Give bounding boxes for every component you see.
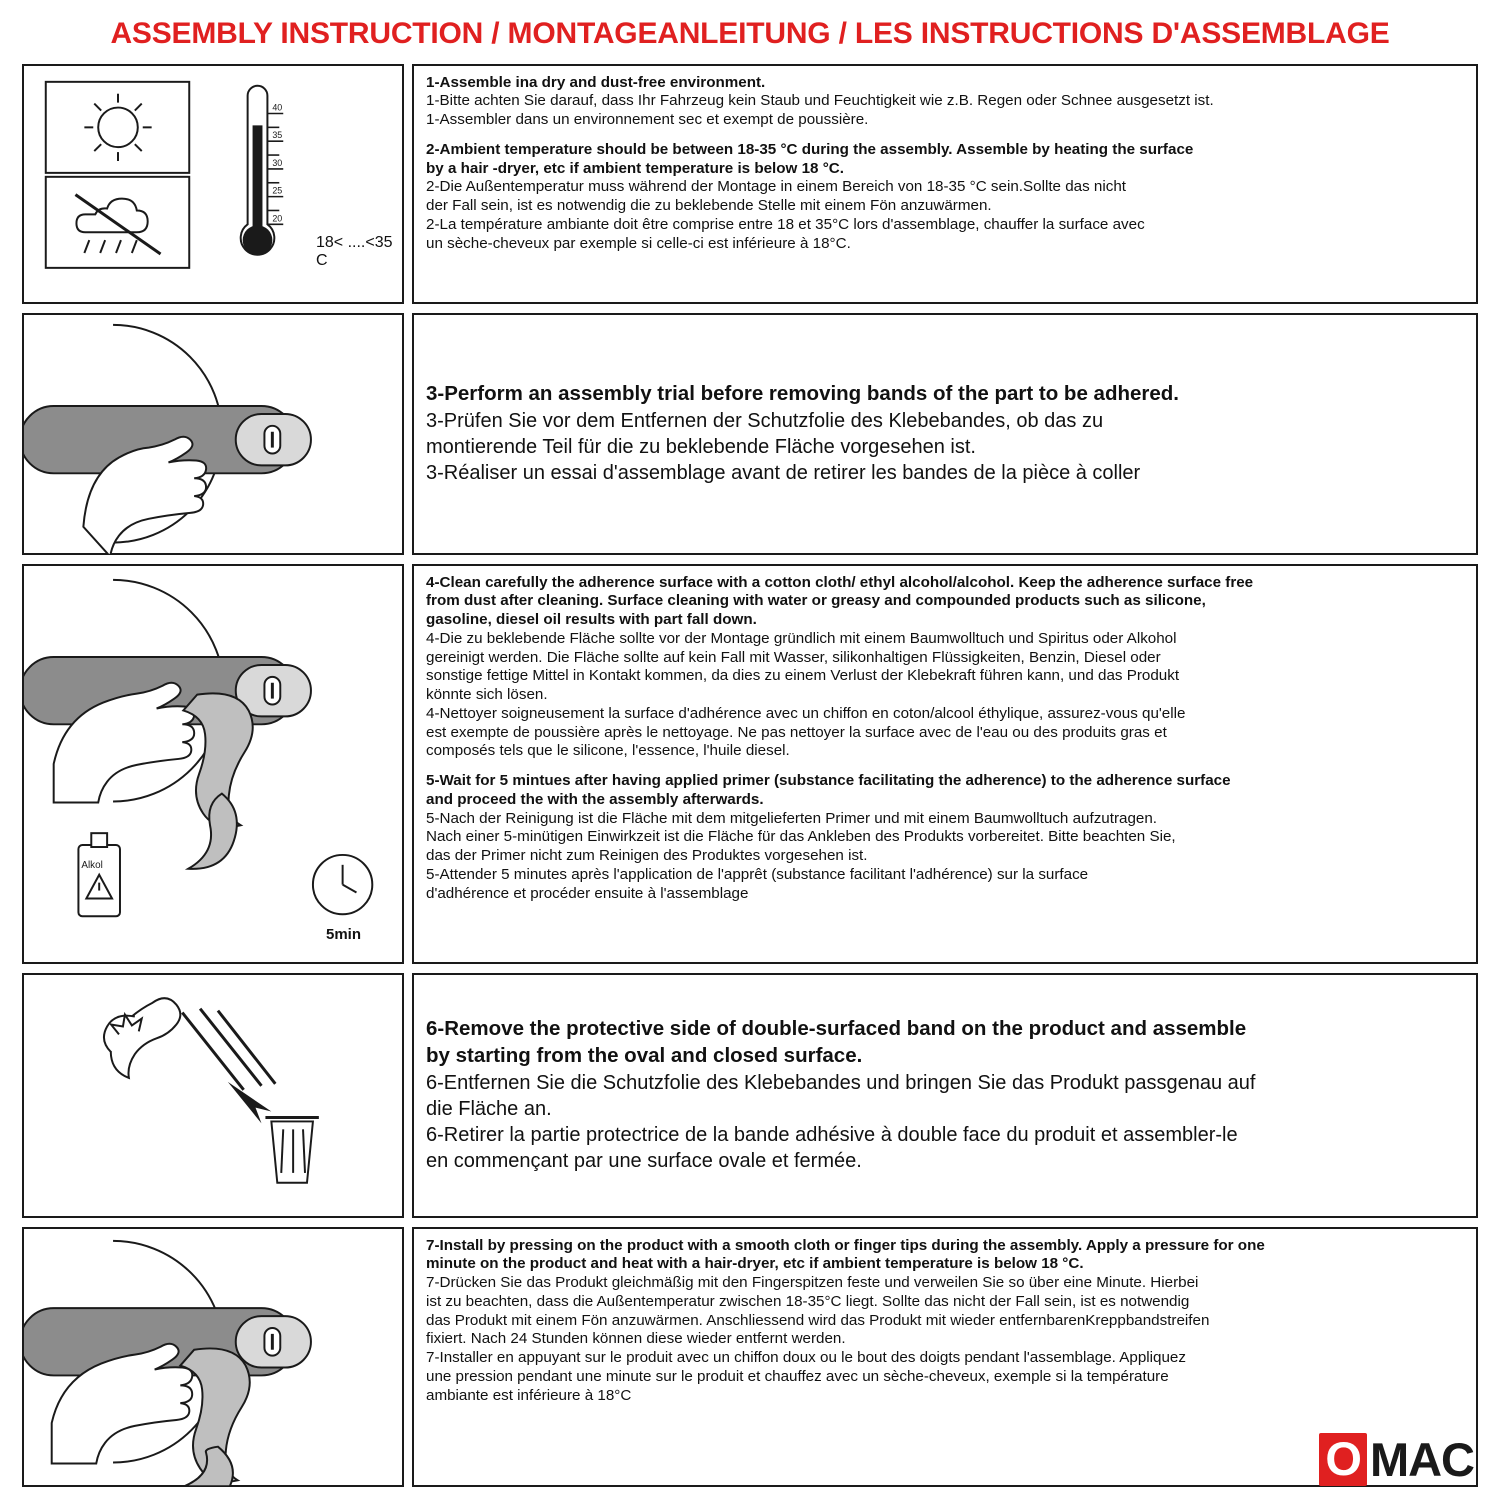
spacer (426, 761, 1464, 772)
step-3-text (412, 313, 1478, 555)
hand-fitting-door-handle-icon (24, 315, 402, 554)
step-text-line: Nach einer 5-minütigen Einwirkzeit ist die Fläche für das Ankleben des Produkts vorbereitet. Bitte beachten Sie, (426, 828, 1176, 846)
step-text-line: by a hair -dryer, etc if ambient temperature is below 18 °C. (426, 159, 844, 177)
step-text-line: 7-Install by pressing on the product with a smooth cloth or finger tips during the assembly. Apply a pressure for one (426, 1236, 1265, 1254)
step-text-line: die Fläche an. (426, 1097, 552, 1120)
step-text-line: 3-Prüfen Sie vor dem Entfernen der Schutzfolie des Klebebandes, ob das zu (426, 409, 1104, 432)
step-text-line: 2-La température ambiante doit être comprise entre 18 et 35°C lors d'assemblage, chauffer la surface avec (426, 215, 1145, 233)
instruction-rows (22, 64, 1478, 1487)
svg-text:40: 40 (272, 102, 283, 113)
step-text-line: ambiante est inférieure à 18°C (426, 1386, 632, 1404)
svg-text:35: 35 (272, 129, 283, 140)
step-text-line: 5-Nach der Reinigung ist die Fläche mit dem mitgelieferten Primer und mit einem Baumwolltuch aufzutragen. (426, 809, 1158, 827)
svg-text:25: 25 (272, 185, 283, 196)
step-text-line: 2-Die Außentemperatur muss während der Montage in einem Bereich von 18-35 °C sein.Sollte das nicht (426, 178, 1127, 196)
step-text-line: 7-Installer en appuyant sur le produit avec un chiffon doux ou le bout des doigts pendant l'assemblage. Appliquez (426, 1349, 1186, 1367)
instruction-row-5 (22, 1227, 1478, 1487)
step-text-line: minute on the product and heat with a hair-dryer, etc if ambient temperature is below 18 °C. (426, 1255, 1084, 1273)
spacer (426, 130, 1464, 141)
peel-protective-film-to-trash-icon (24, 975, 402, 1217)
step-text-line: gasoline, diesel oil results with part fall down. (426, 611, 757, 629)
step-text-line: 5-Wait for 5 mintues after having applied primer (substance facilitating the adherence) to the adherence surface (426, 772, 1231, 790)
step-text-line: by starting from the oval and closed surface. (426, 1044, 863, 1067)
step-text-line: 4-Clean carefully the adherence surface with a cotton cloth/ ethyl alcohol/alcohol. Keep the adherence surface free (426, 573, 1254, 591)
step-text-line: d'adhérence et procéder ensuite à l'assemblage (426, 884, 749, 902)
timer-label: 5min (326, 925, 362, 943)
step-1-2-illustration (22, 64, 404, 304)
step-text-line: gereinigt werden. Die Fläche sollte auf kein Fall mit Wasser, silikonhaltigen Flüssigkeiten, Benzin, Diesel oder (426, 648, 1161, 666)
step-text-line: 2-Ambient temperature should be between 18-35 °C during the assembly. Assemble by heating the surface (426, 140, 1194, 158)
step-7-illustration (22, 1227, 404, 1487)
omac-logo (1319, 1433, 1474, 1486)
omac-logo-o: O (1319, 1433, 1367, 1486)
step-text-line: sonstige fettige Mittel in Kontakt kommen, da dies zu einem Verlust der Klebekraft führen kann, und das Produkt (426, 667, 1180, 685)
instruction-row-2 (22, 313, 1478, 555)
step-text-line: 7-Drücken Sie das Produkt gleichmäßig mit den Fingerspitzen feste und verweilen Sie so über eine Minute. Hierbei (426, 1274, 1199, 1292)
step-6-illustration (22, 973, 404, 1218)
step-text-line: das der Primer nicht zum Reinigen des Produktes vorgesehen ist. (426, 847, 868, 865)
step-7-text (412, 1227, 1478, 1487)
step-text-line: 1-Assemble ina dry and dust-free environment. (426, 73, 766, 91)
instruction-row-3 (22, 564, 1478, 964)
cleaning-handle-with-cloth-icon (24, 566, 402, 962)
step-text-line: 1-Assembler dans un environnement sec et exempt de poussière. (426, 111, 869, 129)
page-title: ASSEMBLY INSTRUCTION / MONTAGEANLEITUNG / LES INSTRUCTIONS D'ASSEMBLAGE (110, 17, 1390, 50)
step-text-line: 6-Remove the protective side of double-surfaced band on the product and assemble (426, 1017, 1247, 1041)
step-1-2-text (412, 64, 1478, 304)
step-text-line: 1-Bitte achten Sie darauf, dass Ihr Fahrzeug kein Staub und Feuchtigkeit wie z.B. Regen oder Schnee ausgesetzt ist. (426, 92, 1214, 110)
omac-logo-mac: MAC (1369, 1433, 1474, 1486)
svg-text:30: 30 (272, 157, 283, 168)
step-text-line: der Fall sein, ist es notwendig die zu beklebende Stelle mit einem Fön anzuwärmen. (426, 197, 992, 215)
svg-text:20: 20 (272, 212, 283, 223)
step-text-line: and proceed the with the assembly afterwards. (426, 790, 764, 808)
step-text-line: from dust after cleaning. Surface cleaning with water or greasy and compounded products such as silicone, (426, 592, 1206, 610)
instruction-row-4 (22, 973, 1478, 1218)
step-text-line: un sèche-cheveux par exemple si celle-ci est inférieure à 18°C. (426, 234, 851, 252)
step-text-line: 3-Réaliser un essai d'assemblage avant de retirer les bandes de la pièce à coller (426, 461, 1141, 484)
bottle-label-text: Alkol (81, 859, 103, 871)
step-text-line: fixiert. Nach 24 Stunden können diese wieder entfernt werden. (426, 1330, 846, 1348)
instruction-row-1 (22, 64, 1478, 304)
step-6-text (412, 973, 1478, 1218)
step-4-5-text (412, 564, 1478, 964)
step-text-line: une pression pendant une minute sur le produit et chauffez avec un sèche-cheveux, exemple si la température (426, 1367, 1169, 1385)
step-text-line: ist zu beachten, dass die Außentemperatur zwischen 18-35°C liegt. Sollte das nicht der Fall sein, ist es notwendig (426, 1292, 1190, 1310)
step-text-line: en commençant par une surface ovale et fermée. (426, 1149, 862, 1172)
step-text-line: könnte sich lösen. (426, 686, 548, 704)
step-text-line: 5-Attender 5 minutes après l'application de l'apprêt (substance facilitant l'adhérence) sur la surface (426, 865, 1089, 883)
step-text-line: 6-Retirer la partie protectrice de la bande adhésive à double face du produit et assembler-le (426, 1123, 1238, 1146)
step-text-line: composés tels que le silicone, l'essence, l'huile diesel. (426, 742, 790, 760)
step-4-5-illustration (22, 564, 404, 964)
step-text-line: 6-Entfernen Sie die Schutzfolie des Klebebandes und bringen Sie das Produkt passgenau auf (426, 1071, 1256, 1094)
step-3-illustration (22, 313, 404, 555)
step-text-line: 4-Nettoyer soigneusement la surface d'adhérence avec un chiffon en coton/alcool éthylique, assurez-vous qu'elle (426, 704, 1186, 722)
step-text-line: est exempte de poussière après le nettoyage. Ne pas nettoyer la surface avec de l'eau ou des produits gras et (426, 723, 1167, 741)
press-product-with-cloth-icon (24, 1229, 402, 1486)
step-text-line: montierende Teil für die zu beklebende Fläche vorgesehen ist. (426, 435, 976, 458)
temperature-range-label: 18< ....<35 C (316, 233, 393, 269)
step-text-line: 4-Die zu beklebende Fläche sollte vor der Montage gründlich mit einem Baumwolltuch und Spiritus oder Alkohol (426, 629, 1177, 647)
step-text-line: das Produkt mit einem Fön anzuwärmen. Anschliessend wird das Produkt mit wieder entfernbarenKreppbandstreifen (426, 1311, 1210, 1329)
step-text-line: 3-Perform an assembly trial before removing bands of the part to be adhered. (426, 382, 1179, 406)
